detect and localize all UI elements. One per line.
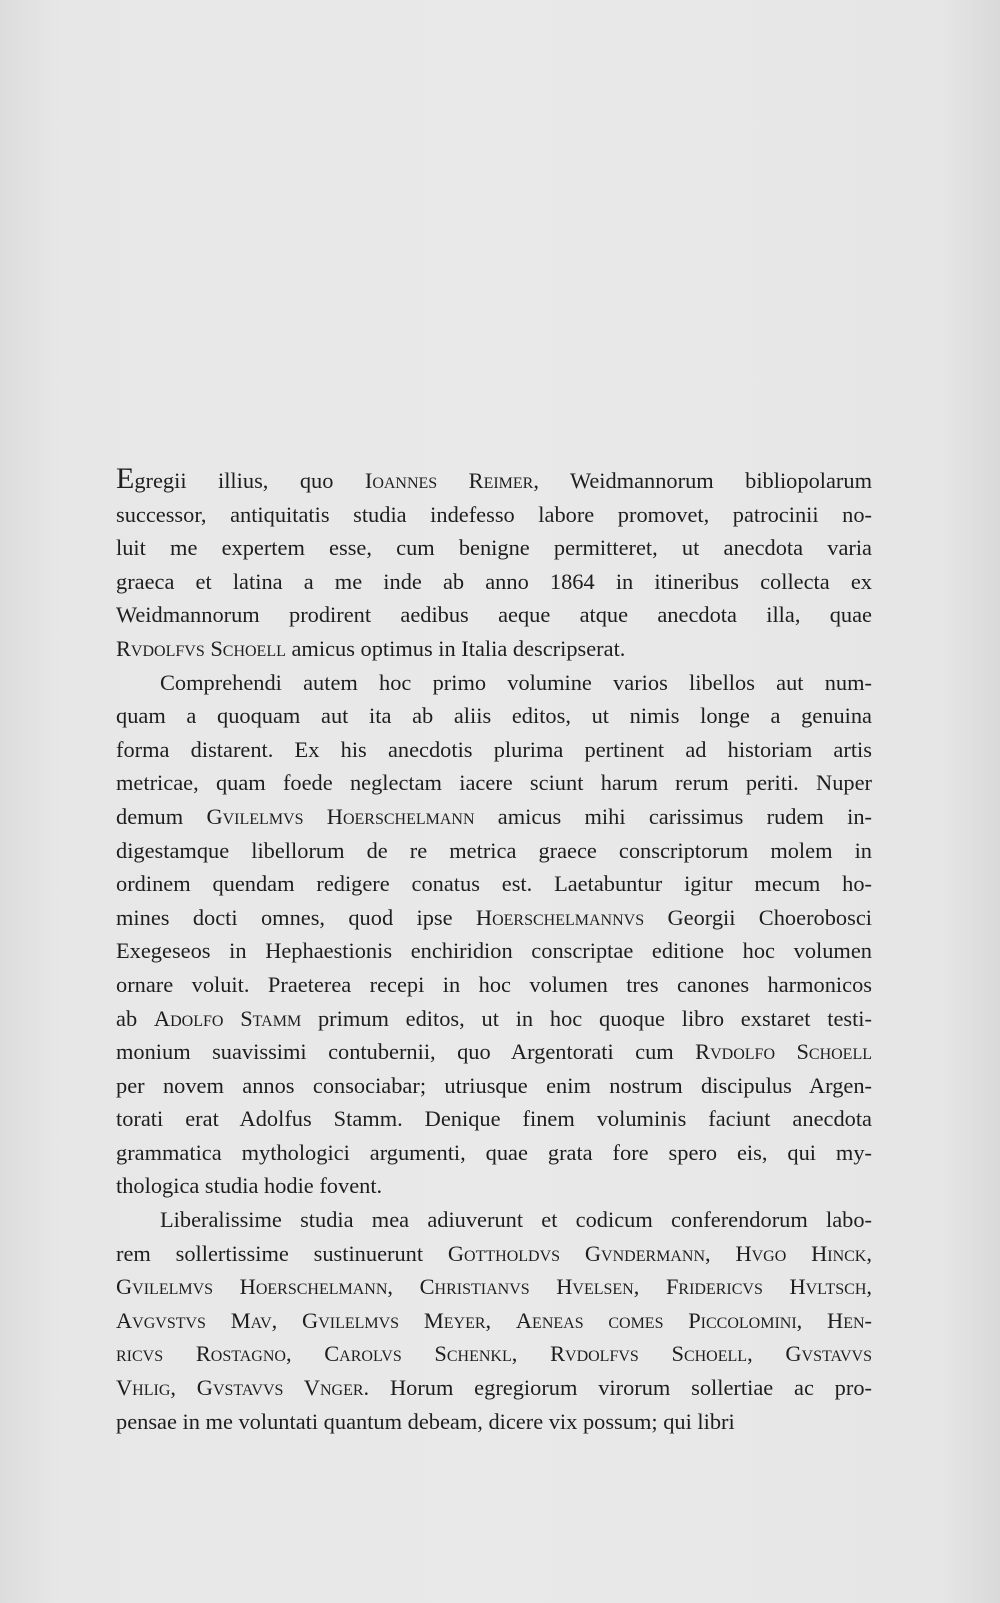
text-run: , xyxy=(485,1307,516,1333)
text-run: , Weidmannorum bibliopolarum xyxy=(533,468,872,493)
name-small-caps: Rvdolfvs Schoell xyxy=(550,1341,748,1367)
text-line xyxy=(116,498,872,532)
text-run: , xyxy=(796,1307,828,1333)
text-run: ordinem quendam redigere conatus est. Laetabuntur igitur mecum ho- xyxy=(116,871,872,897)
text-run: metricae, quam foede neglectam iacere sciunt harum rerum periti. Nuper xyxy=(116,770,872,796)
text-run: Weidmannorum prodirent aedibus aeque atque anecdota illa, quae xyxy=(116,602,872,628)
text-run: quam a quoquam aut ita ab aliis editos, ut nimis longe a genuina xyxy=(116,703,872,729)
text-run: , xyxy=(866,1240,872,1266)
text-line xyxy=(116,766,872,800)
text-line xyxy=(116,632,872,666)
text-line xyxy=(116,531,872,565)
text-run: , xyxy=(511,1341,551,1367)
initial-letter: E xyxy=(116,462,135,495)
text-run: Comprehendi autem hoc primo volumine varios libellos aut num- xyxy=(160,669,872,695)
name-small-caps: Gvilelmvs Hoerschelmann xyxy=(206,803,475,829)
text-line xyxy=(116,800,872,834)
text-run: amicus mihi carissimus rudem in- xyxy=(474,803,872,829)
name-small-caps: Rvdolfo Schoell xyxy=(695,1039,873,1065)
text-run: Georgii Choerobosci xyxy=(644,904,872,930)
text-line xyxy=(116,1203,872,1237)
text-line xyxy=(116,1304,872,1338)
text-run: ornare voluit. Praeterea recepi in hoc volumen tres canones harmonicos xyxy=(116,971,872,997)
name-small-caps: ricvs Rostagno xyxy=(116,1341,286,1367)
name-small-caps: Gvilelmvs Meyer xyxy=(302,1307,486,1333)
text-line xyxy=(116,968,872,1002)
text-line xyxy=(116,666,872,700)
text-run: per novem annos consociabar; utriusque enim nostrum discipulus Argen- xyxy=(116,1072,872,1098)
text-run: amicus optimus in Italia descripserat. xyxy=(285,635,626,661)
name-small-caps: Hen- xyxy=(827,1307,872,1333)
text-line xyxy=(116,867,872,901)
text-line xyxy=(116,1002,872,1036)
text-line xyxy=(116,733,872,767)
paragraph-3 xyxy=(116,1203,872,1438)
text-run: thologica studia hodie fovent. xyxy=(116,1173,383,1199)
text-line xyxy=(116,1371,872,1405)
name-small-caps: Vhlig xyxy=(116,1375,171,1401)
name-small-caps: Gvstavvs Vnger xyxy=(196,1375,364,1401)
text-line xyxy=(116,1102,872,1136)
text-run: , xyxy=(387,1274,420,1300)
text-line xyxy=(116,1136,872,1170)
text-line xyxy=(116,834,872,868)
name-small-caps: Christianvs Hvelsen xyxy=(419,1274,634,1300)
text-run: primum editos, ut in hoc quoque libro exstaret testi- xyxy=(301,1005,872,1031)
text-run: , xyxy=(170,1375,197,1401)
name-small-caps: Gottholdvs Gvndermann xyxy=(447,1240,706,1266)
text-run: , xyxy=(633,1274,666,1300)
paragraph-2 xyxy=(116,666,872,1204)
text-run: , xyxy=(866,1274,872,1300)
text-run: monium suavissimi contubernii, quo Argentorati cum xyxy=(116,1039,696,1065)
text-line xyxy=(116,464,872,498)
preface-text xyxy=(116,464,872,1438)
text-run: Exegeseos in Hephaestionis enchiridion conscriptae editione hoc volumen xyxy=(116,938,872,964)
text-line xyxy=(116,1270,872,1304)
text-line xyxy=(116,901,872,935)
text-line xyxy=(116,565,872,599)
text-run: , xyxy=(271,1307,303,1333)
name-small-caps: Gvstavvs xyxy=(785,1341,872,1367)
name-small-caps: Avgvstvs Mav xyxy=(116,1307,272,1333)
text-run: Liberalissime studia mea adiuverunt et codicum conferendorum labo- xyxy=(160,1207,872,1233)
text-run: ab xyxy=(116,1005,154,1031)
text-run: grammatica mythologici argumenti, quae grata fore spero eis, qui my- xyxy=(116,1139,872,1165)
text-run: rem sollertissime sustinuerunt xyxy=(116,1240,448,1266)
text-line xyxy=(116,1169,872,1203)
text-run: demum xyxy=(116,803,207,829)
paragraph-1 xyxy=(116,464,872,666)
name-small-caps: Adolfo Stamm xyxy=(153,1005,302,1031)
name-small-caps: Carolvs Schenkl xyxy=(324,1341,512,1367)
text-run: digestamque libellorum de re metrica graece conscriptorum molem in xyxy=(116,837,872,863)
text-line xyxy=(116,1035,872,1069)
text-run: luit me expertem esse, cum benigne permitteret, ut anecdota varia xyxy=(116,535,872,561)
name-small-caps: Hvgo Hinck xyxy=(735,1240,867,1266)
text-line xyxy=(116,1337,872,1371)
text-line xyxy=(116,1405,872,1439)
text-run: pensae in me voluntati quantum debeam, dicere vix possum; qui libri xyxy=(116,1408,735,1434)
text-run: , xyxy=(285,1341,325,1367)
text-line xyxy=(116,1069,872,1103)
text-run: , xyxy=(705,1240,736,1266)
text-line xyxy=(116,699,872,733)
text-run: forma distarent. Ex his anecdotis plurima pertinent ad historiam artis xyxy=(116,736,872,762)
text-line xyxy=(116,598,872,632)
text-run: . Horum egregiorum virorum sollertiae ac pro- xyxy=(363,1375,872,1401)
text-run: gregii illius, quo xyxy=(134,468,365,493)
text-run: graeca et latina a me inde ab anno 1864 in itineribus collecta ex xyxy=(116,568,872,594)
name-small-caps: Rvdolfvs Schoell xyxy=(116,635,286,661)
name-small-caps: Hoerschelmannvs xyxy=(475,904,645,930)
text-run: torati erat Adolfus Stamm. Denique finem voluminis faciunt anecdota xyxy=(116,1106,872,1132)
text-line xyxy=(116,1237,872,1271)
text-line xyxy=(116,934,872,968)
name-small-caps: Ioannes Reimer xyxy=(364,468,534,493)
name-small-caps: Fridericvs Hvltsch xyxy=(665,1274,867,1300)
text-run: mines docti omnes, quod ipse xyxy=(116,904,476,930)
text-run: , xyxy=(747,1341,786,1367)
text-run: successor, antiquitatis studia indefesso labore promovet, patrocinii no- xyxy=(116,501,872,527)
name-small-caps: Gvilelmvs Hoerschelmann xyxy=(116,1274,388,1300)
name-small-caps: Aeneas comes Piccolomini xyxy=(515,1307,797,1333)
